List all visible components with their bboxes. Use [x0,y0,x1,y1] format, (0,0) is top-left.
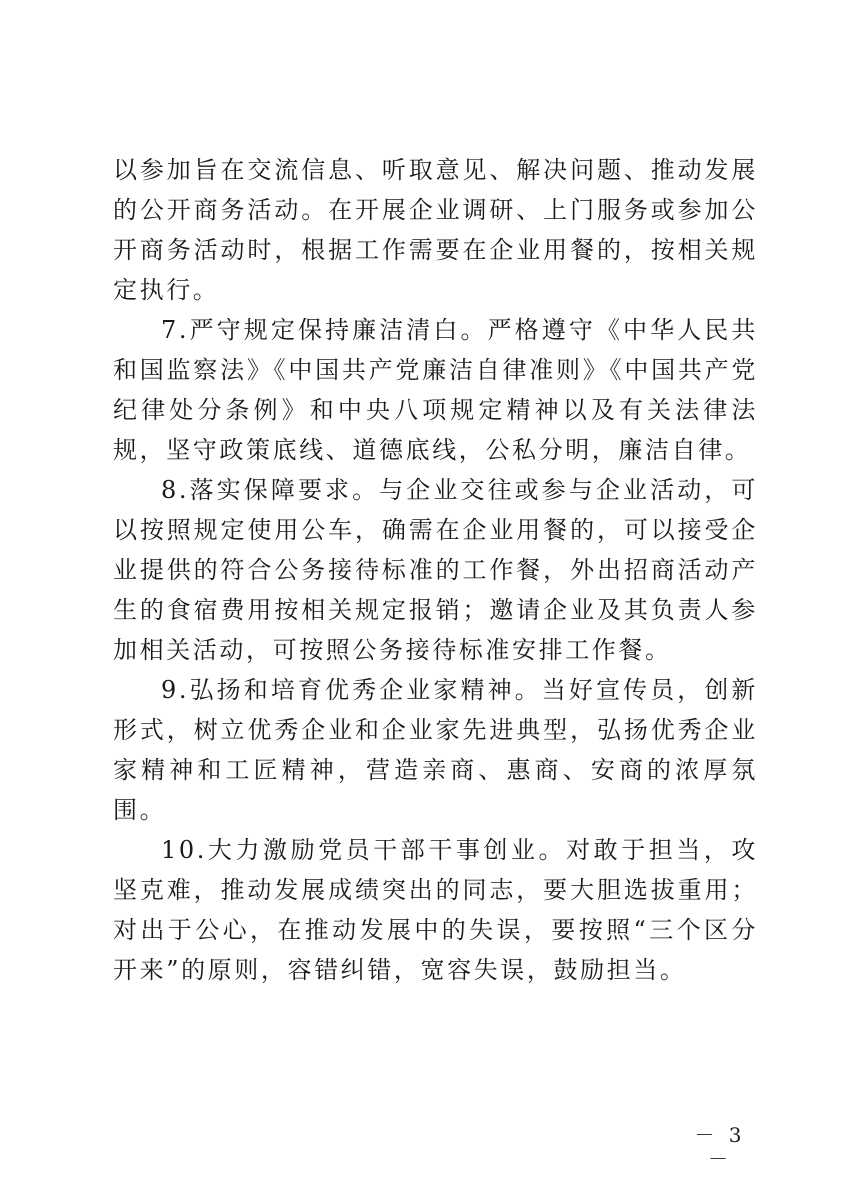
paragraph-item-9: 9.弘扬和培育优秀企业家精神。当好宣传员，创新形式，树立优秀企业和企业家先进典型，弘扬优秀企业家精神和工匠精神，营造亲商、惠商、安商的浓厚氛围。 [113,676,758,824]
page-number: － 3 － [694,1123,746,1171]
paragraph-continuation: 以参加旨在交流信息、听取意见、解决问题、推动发展的公开商务活动。在开展企业调研、上门服务或参加公开商务活动时，根据工作需要在企业用餐的，按相关规定执行。 [113,156,758,304]
paragraph-item-8: 8.落实保障要求。与企业交往或参与企业活动，可以按照规定使用公车，确需在企业用餐的，可以接受企业提供的符合公务接待标准的工作餐，外出招商活动产生的食宿费用按相关规定报销；邀请企业及其负责人参加相关活动，可按照公务接待标准安排工作餐。 [113,476,758,664]
body-text [113,150,758,990]
paragraph-item-7: 7.严守规定保持廉洁清白。严格遵守《中华人民共和国监察法》《中国共产党廉洁自律准则》《中国共产党纪律处分条例》和中央八项规定精神以及有关法律法规，坚守政策底线、道德底线，公私分明，廉洁自律。 [113,316,758,464]
paragraph-item-10: 10.大力激励党员干部干事创业。对敢于担当，攻坚克难，推动发展成绩突出的同志，要大胆选拔重用；对出于公心，在推动发展中的失误，要按照“三个区分开来”的原则，容错纠错，宽容失误，鼓励担当。 [113,836,758,984]
